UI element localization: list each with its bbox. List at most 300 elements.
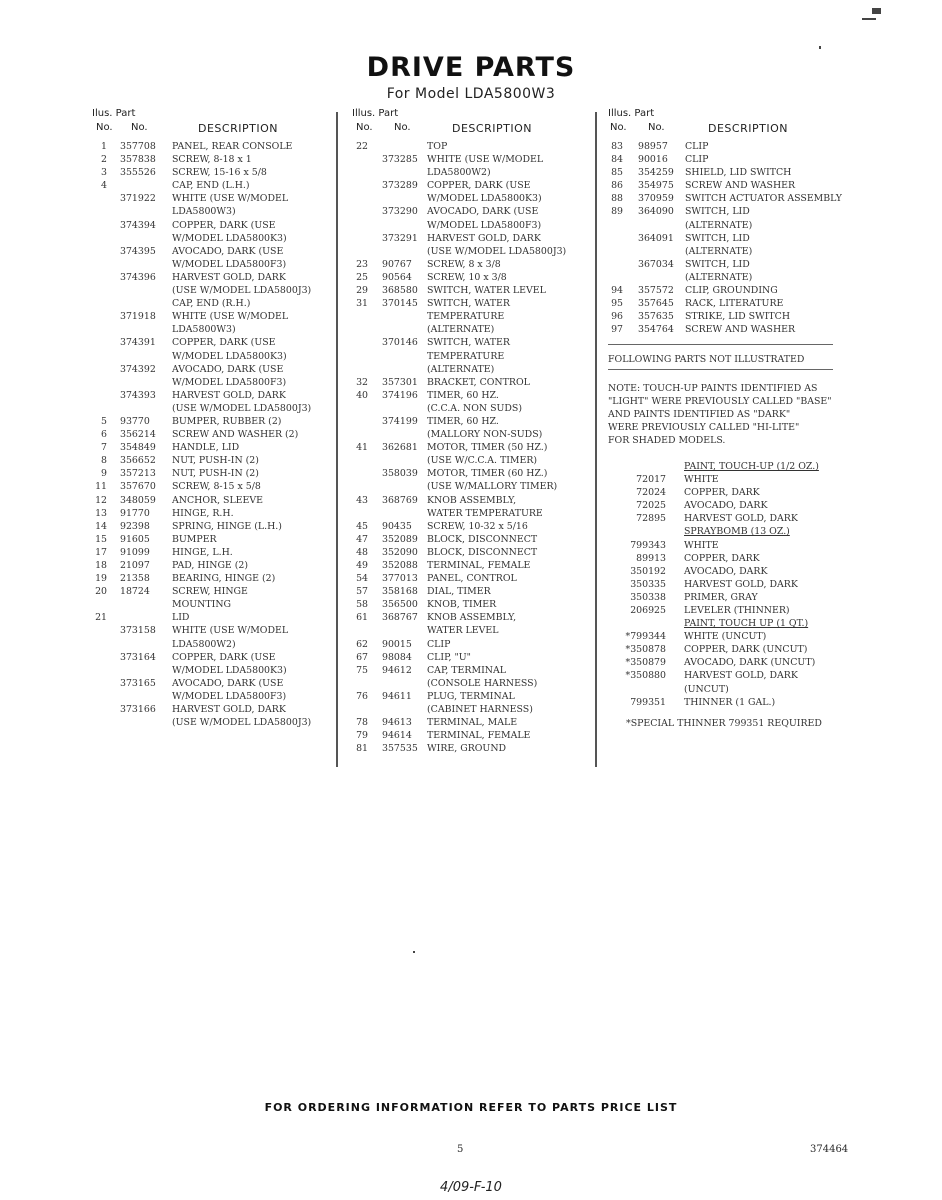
paint-description: WHITE (UNCUT) (684, 631, 767, 643)
illus-number: 49 (356, 560, 368, 571)
part-description: SCREW, 10 x 3/8 (427, 271, 507, 283)
paint-part-number: 350338 (630, 591, 666, 603)
column-divider (336, 112, 338, 767)
part-description: COPPER, DARK (USE (172, 337, 276, 349)
part-description: SCREW, HINGE (172, 586, 248, 598)
part-description: CLIP, GROUNDING (685, 285, 778, 297)
illus-number: 1 (101, 141, 107, 152)
paint-description: AVOCADO, DARK (684, 500, 768, 512)
part-description: PANEL, CONTROL (427, 573, 517, 585)
part-number: 94612 (382, 664, 412, 676)
table-row (92, 520, 334, 533)
paint-description: LEVELER (THINNER) (684, 605, 790, 616)
part-description: MOTOR, TIMER (50 HZ.) (427, 442, 548, 454)
illus-number: 19 (95, 573, 107, 585)
part-number: 93770 (120, 415, 150, 427)
part-number: 370146 (382, 337, 418, 349)
paint-note (608, 382, 848, 447)
table-row (92, 258, 334, 271)
page-title: DRIVE PARTS (366, 52, 576, 83)
note-line: NOTE: TOUCH-UP PAINTS IDENTIFIED AS (608, 382, 818, 394)
part-description: WHITE (USE W/MODEL (172, 311, 289, 323)
table-row (608, 140, 848, 153)
part-number: 91770 (120, 507, 150, 519)
part-description: CLIP (427, 638, 451, 650)
table-row (352, 585, 592, 598)
part-description: SWITCH, LID (685, 258, 750, 270)
table-row (608, 245, 848, 258)
scan-speck (413, 951, 415, 953)
part-number: 373291 (382, 232, 418, 244)
table-row (92, 533, 334, 546)
part-description: WHITE (USE W/MODEL (172, 193, 289, 205)
illus-number: 22 (356, 141, 368, 152)
document-number: 374464 (810, 1144, 849, 1155)
part-description: (MALLORY NON-SUDS) (427, 429, 543, 441)
part-number: 373290 (382, 206, 418, 218)
illus-number: 76 (356, 690, 368, 702)
illus-number: 85 (611, 167, 623, 179)
table-row (352, 533, 592, 546)
table-row (352, 624, 592, 637)
paint-row (608, 460, 848, 473)
part-description: WHITE (USE W/MODEL (172, 625, 289, 637)
illus-no-label: No. (356, 122, 373, 133)
part-number: 373166 (120, 704, 156, 716)
table-row (352, 153, 592, 166)
part-number: 357301 (382, 376, 418, 388)
part-description: AVOCADO, DARK (USE (427, 206, 539, 218)
part-description: BUMPER (172, 533, 217, 545)
illus-number: 15 (95, 533, 107, 545)
paint-row (608, 591, 848, 604)
paint-row (608, 525, 848, 538)
paint-part-number: *799344 (625, 631, 666, 643)
table-row (92, 651, 334, 664)
part-description: TIMER, 60 HZ. (427, 415, 499, 427)
part-description: HINGE, R.H. (172, 507, 234, 519)
part-number: 357645 (638, 298, 674, 310)
scan-speck (819, 46, 821, 49)
part-description: CAP, TERMINAL (427, 664, 506, 676)
part-number: 371918 (120, 311, 156, 323)
part-number: 90015 (382, 638, 412, 650)
part-number: 374199 (382, 415, 418, 427)
part-number: 364090 (638, 206, 674, 218)
table-row (352, 559, 592, 572)
paint-section-heading: PAINT, TOUCH-UP (1/2 OZ.) (684, 460, 819, 472)
paint-description: WHITE (684, 474, 719, 486)
paint-row (608, 512, 848, 525)
illus-number: 17 (95, 546, 107, 558)
ordering-footer: FOR ORDERING INFORMATION REFER TO PARTS PRICE LIST (264, 1101, 678, 1114)
table-row (608, 219, 848, 232)
illus-number: 78 (356, 717, 368, 729)
illus-number: 40 (356, 389, 368, 401)
illus-number: 31 (356, 298, 368, 310)
table-row (92, 205, 334, 218)
table-row (608, 232, 848, 245)
table-row (92, 454, 334, 467)
part-number: 94611 (382, 690, 412, 702)
part-number: 356652 (120, 455, 156, 467)
part-description: (ALTERNATE) (685, 271, 753, 283)
part-number: 374196 (382, 389, 418, 401)
part-number: 348059 (120, 494, 156, 506)
illus-number: 58 (356, 599, 368, 611)
part-number: 357572 (638, 285, 674, 297)
table-row (608, 310, 848, 323)
part-description: BLOCK, DISCONNECT (427, 546, 538, 558)
part-number: 374393 (120, 389, 156, 401)
part-number: 94613 (382, 717, 412, 729)
paint-row (608, 630, 848, 643)
paint-description: HARVEST GOLD, DARK (684, 578, 798, 590)
page-subtitle: For Model LDA5800W3 (386, 86, 556, 102)
illus-number: 81 (356, 743, 368, 755)
illus-number: 20 (95, 586, 107, 598)
special-note: *SPECIAL THINNER 799351 REQUIRED (626, 717, 822, 729)
part-number: 94614 (382, 730, 412, 742)
part-description: W/MODEL LDA5800K3) (172, 350, 287, 362)
paint-description: THINNER (1 GAL.) (684, 696, 776, 708)
part-number: 91099 (120, 546, 150, 558)
table-row (352, 376, 592, 389)
table-row (352, 494, 592, 507)
illus-number: 95 (611, 298, 623, 310)
table-row (352, 323, 592, 336)
part-number: 91605 (120, 533, 150, 545)
paint-description: (UNCUT) (684, 683, 729, 695)
part-description: TERMINAL, MALE (427, 717, 518, 729)
part-number: 358039 (382, 468, 418, 480)
part-description: CAP, END (R.H.) (172, 298, 251, 310)
part-description: LDA5800W3) (172, 206, 236, 218)
part-description: (ALTERNATE) (427, 363, 495, 375)
table-row (352, 467, 592, 480)
illus-number: 79 (356, 730, 368, 742)
table-row (352, 507, 592, 520)
part-description: SWITCH, WATER (427, 337, 510, 349)
part-number: 357838 (120, 154, 156, 166)
part-description: SCREW, 10-32 x 5/16 (427, 520, 528, 532)
part-description: LDA5800W2) (427, 167, 491, 179)
paint-part-number: *350880 (625, 670, 666, 682)
table-row (352, 441, 592, 454)
part-description: TIMER, 60 HZ. (427, 389, 499, 401)
illus-number: 97 (611, 324, 623, 336)
part-number: 92398 (120, 520, 150, 532)
part-description: NUT, PUSH-IN (2) (172, 455, 259, 467)
paint-row (608, 539, 848, 552)
illus-number: 4 (101, 180, 107, 192)
paint-row (608, 643, 848, 656)
part-number: 90435 (382, 520, 412, 532)
table-row (352, 742, 592, 755)
part-description: HARVEST GOLD, DARK (427, 232, 541, 244)
part-number: 357670 (120, 481, 156, 493)
parts-column-3 (608, 108, 848, 730)
paint-row (608, 669, 848, 682)
illus-no-label: No. (610, 122, 627, 133)
paint-row (608, 578, 848, 591)
table-row (352, 179, 592, 192)
part-description: (USE W/MALLORY TIMER) (427, 481, 558, 493)
illus-number: 23 (356, 258, 368, 270)
description-label: DESCRIPTION (708, 122, 788, 135)
note-line: FOR SHADED MODELS. (608, 434, 726, 446)
illus-number: 41 (356, 442, 368, 454)
paint-part-number: 350192 (630, 565, 666, 577)
part-description: WIRE, GROUND (427, 743, 507, 755)
divider (608, 344, 833, 353)
table-row (352, 271, 592, 284)
description-label: DESCRIPTION (452, 122, 532, 135)
table-row (352, 546, 592, 559)
part-description: WATER TEMPERATURE (427, 507, 543, 519)
paint-row (608, 683, 848, 696)
part-description: W/MODEL LDA5800F3) (172, 258, 287, 270)
part-description: NUT, PUSH-IN (2) (172, 468, 259, 480)
table-row (352, 703, 592, 716)
table-row (352, 205, 592, 218)
part-description: KNOB, TIMER (427, 599, 497, 611)
part-description: SCREW AND WASHER (685, 324, 796, 336)
paint-row (608, 486, 848, 499)
page-number: 5 (457, 1144, 464, 1155)
part-description: KNOB ASSEMBLY, (427, 494, 517, 506)
part-number: 367034 (638, 258, 674, 270)
part-number: 354849 (120, 442, 156, 454)
illus-number: 21 (95, 612, 107, 624)
part-description: CAP, END (L.H.) (172, 180, 250, 192)
illus-part-label: Illus. Part (608, 108, 655, 119)
paint-section-heading: SPRAYBOMB (13 OZ.) (684, 526, 790, 538)
paint-part-number: 799343 (630, 539, 666, 551)
handwritten-note: 4/09-F-10 (440, 1180, 502, 1195)
illus-number: 62 (356, 638, 368, 650)
illus-number: 11 (95, 481, 107, 493)
part-number: 98084 (382, 651, 412, 663)
paint-part-number: 72024 (636, 487, 666, 499)
part-description: (USE W/MODEL LDA5800J3) (172, 717, 312, 729)
part-description: (ALTERNATE) (427, 324, 495, 336)
part-description: MOTOR, TIMER (60 HZ.) (427, 468, 548, 480)
table-row (608, 258, 848, 271)
table-row (608, 153, 848, 166)
part-number: 374396 (120, 271, 156, 283)
part-number: 374391 (120, 337, 156, 349)
parts-column-1 (92, 108, 334, 729)
part-description: (USE W/MODEL LDA5800J3) (427, 245, 567, 257)
part-description: (USE W/MODEL LDA5800J3) (172, 402, 312, 414)
table-row (92, 638, 334, 651)
table-row (92, 232, 334, 245)
part-number: 358168 (382, 586, 418, 598)
part-description: ANCHOR, SLEEVE (172, 494, 263, 506)
table-row (92, 389, 334, 402)
illus-number: 14 (95, 520, 107, 532)
part-description: LID (172, 612, 190, 624)
column-header (352, 108, 592, 140)
part-description: SHIELD, LID SWITCH (685, 167, 792, 179)
table-row (608, 284, 848, 297)
table-row (92, 363, 334, 376)
part-number: 356500 (382, 599, 418, 611)
part-number: 362681 (382, 442, 418, 454)
part-description: BUMPER, RUBBER (2) (172, 415, 282, 427)
illus-number: 57 (356, 586, 368, 598)
part-description: STRIKE, LID SWITCH (685, 311, 791, 323)
illus-number: 75 (356, 664, 368, 676)
paint-description: PRIMER, GRAY (684, 591, 758, 603)
illus-number: 9 (101, 468, 107, 480)
table-row (92, 664, 334, 677)
table-row (92, 480, 334, 493)
part-description: COPPER, DARK (USE (427, 180, 531, 192)
part-description: TERMINAL, FEMALE (427, 730, 531, 742)
part-number: 352090 (382, 546, 418, 558)
paint-row (608, 565, 848, 578)
illus-part-label: Ilus. Part (92, 108, 136, 119)
table-row (92, 310, 334, 323)
part-number: 373289 (382, 180, 418, 192)
part-number: 90564 (382, 271, 412, 283)
paint-part-number: 72017 (636, 474, 666, 486)
part-number: 371922 (120, 193, 156, 205)
part-description: SWITCH, LID (685, 232, 750, 244)
part-description: SCREW, 8-18 x 1 (172, 154, 252, 166)
part-description: TOP (427, 141, 448, 152)
part-number: 368769 (382, 494, 418, 506)
part-description: SCREW AND WASHER (685, 180, 796, 192)
part-number: 21358 (120, 573, 150, 585)
part-description: HARVEST GOLD, DARK (172, 389, 286, 401)
part-number: 352089 (382, 533, 418, 545)
table-row (92, 585, 334, 598)
part-number: 357708 (120, 141, 156, 152)
table-row (92, 494, 334, 507)
table-row (352, 611, 592, 624)
table-row (92, 441, 334, 454)
table-row (352, 245, 592, 258)
table-row (352, 350, 592, 363)
illus-number: 29 (356, 285, 368, 297)
part-number: 377013 (382, 573, 418, 585)
part-number: 356214 (120, 429, 156, 441)
part-description: SPRING, HINGE (L.H.) (172, 520, 282, 532)
part-description: SWITCH, WATER (427, 298, 510, 310)
part-number: 374394 (120, 219, 156, 231)
part-number: 352088 (382, 560, 418, 571)
table-row (352, 192, 592, 205)
part-description: W/MODEL LDA5800K3) (427, 193, 542, 205)
table-row (608, 271, 848, 284)
paint-description: HARVEST GOLD, DARK (684, 670, 798, 682)
part-number: 373164 (120, 651, 156, 663)
illus-number: 94 (611, 285, 623, 297)
table-row (92, 192, 334, 205)
part-number: 354764 (638, 324, 674, 336)
part-description: SWITCH ACTUATOR ASSEMBLY (685, 193, 842, 205)
column-header (92, 108, 334, 140)
part-description: BLOCK, DISCONNECT (427, 533, 538, 545)
table-row (352, 232, 592, 245)
paint-part-number: 72025 (636, 500, 666, 512)
part-number: 373165 (120, 677, 156, 689)
scan-speck (862, 18, 876, 20)
illus-number: 8 (101, 455, 107, 467)
part-description: (ALTERNATE) (685, 219, 753, 231)
table-row (352, 480, 592, 493)
illus-number: 47 (356, 533, 368, 545)
illus-number: 61 (356, 612, 368, 624)
table-row (92, 179, 334, 192)
part-number: 357213 (120, 468, 156, 480)
part-number: 355526 (120, 167, 156, 179)
part-description: LDA5800W3) (172, 324, 236, 336)
table-row (92, 598, 334, 611)
column-header (608, 108, 848, 140)
part-description: WHITE (USE W/MODEL (427, 154, 544, 166)
illus-number: 25 (356, 271, 368, 283)
table-row (92, 336, 334, 349)
part-description: (CONSOLE HARNESS) (427, 677, 538, 689)
part-number: 374395 (120, 245, 156, 257)
part-description: CLIP (685, 141, 709, 152)
part-description: SCREW, 8 x 3/8 (427, 258, 501, 270)
illus-number: 18 (95, 560, 107, 571)
part-number: 364091 (638, 232, 674, 244)
paint-description: HARVEST GOLD, DARK (684, 513, 798, 525)
table-row (352, 598, 592, 611)
illus-number: 2 (101, 154, 107, 166)
part-description: TEMPERATURE (427, 350, 505, 362)
table-row (352, 664, 592, 677)
not-illustrated-heading: FOLLOWING PARTS NOT ILLUSTRATED (608, 354, 805, 366)
illus-number: 7 (101, 442, 107, 454)
table-row (352, 690, 592, 703)
table-row (352, 520, 592, 533)
table-row (92, 271, 334, 284)
part-description: CLIP (685, 154, 709, 166)
illus-number: 5 (101, 415, 107, 427)
table-row (92, 140, 334, 153)
part-description: (USE W/MODEL LDA5800J3) (172, 285, 312, 297)
table-row (352, 310, 592, 323)
table-row (92, 572, 334, 585)
paint-row (608, 604, 848, 617)
table-row (92, 284, 334, 297)
part-number: 98957 (638, 141, 668, 152)
paint-description: COPPER, DARK (684, 552, 760, 564)
part-description: SWITCH, LID (685, 206, 750, 218)
part-description: AVOCADO, DARK (USE (172, 363, 284, 375)
part-description: HARVEST GOLD, DARK (172, 271, 286, 283)
part-number: 373158 (120, 625, 156, 637)
table-row (352, 166, 592, 179)
table-row (352, 638, 592, 651)
part-number: 368767 (382, 612, 418, 624)
part-number: 357635 (638, 311, 674, 323)
table-row (608, 192, 848, 205)
part-description: BEARING, HINGE (2) (172, 573, 276, 585)
table-row (92, 507, 334, 520)
table-row (352, 297, 592, 310)
paint-part-number: *350878 (625, 644, 666, 656)
illus-part-label: Illus. Part (352, 108, 399, 119)
part-description: W/MODEL LDA5800F3) (427, 219, 542, 231)
